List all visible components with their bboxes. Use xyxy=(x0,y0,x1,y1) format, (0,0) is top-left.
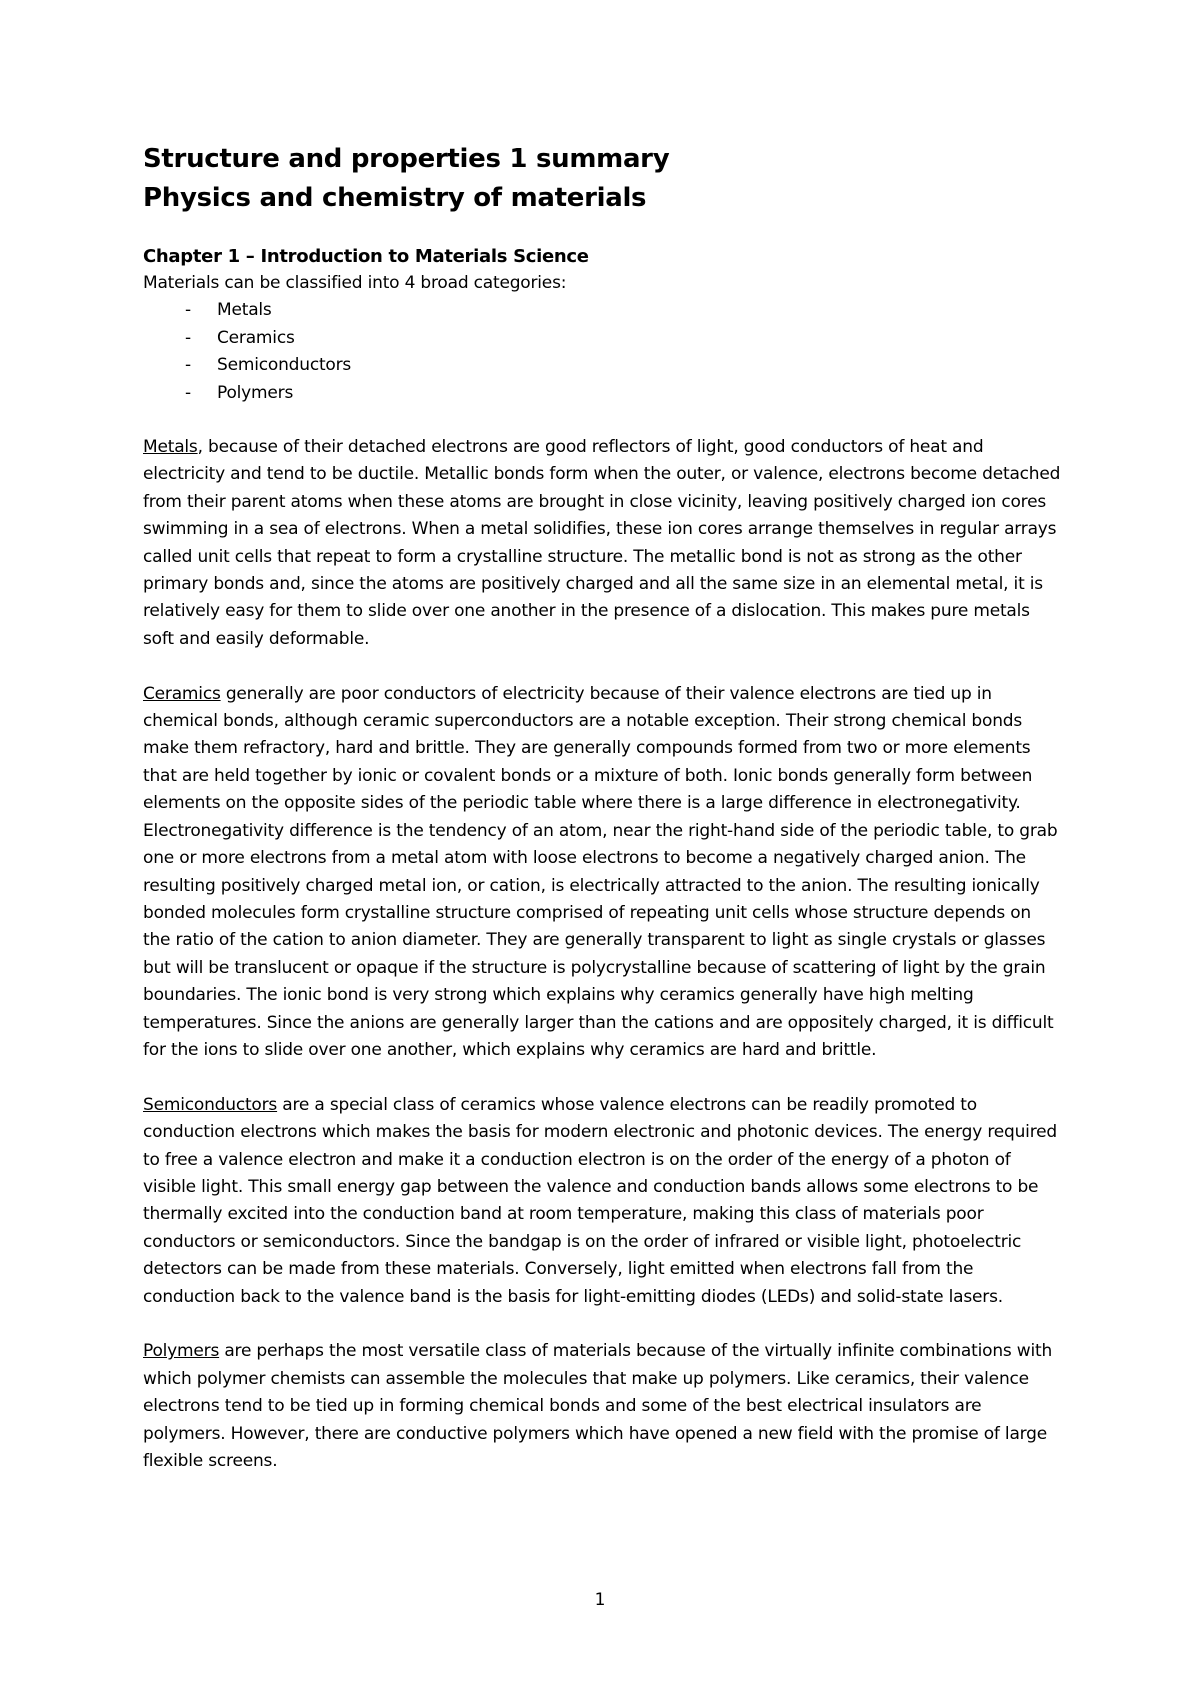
list-item xyxy=(143,297,1061,324)
list-item-label: Polymers xyxy=(217,382,294,403)
list-dash: - xyxy=(185,355,191,376)
list-item xyxy=(143,352,1061,379)
category-list xyxy=(143,297,1061,407)
paragraph-text: are perhaps the most versatile class of materials because of the virtually infinite combinations with which polymer chemists can assemble the molecules that make up polymers. Like ceramics, their valence electrons tend to be tied up in forming chemical bonds and some of the best electrical insulators are polymers. However, there are conductive polymers which have opened a new field with the promise of large flexible screens. xyxy=(143,1341,1053,1472)
paragraph-semiconductors xyxy=(143,1092,1061,1311)
list-dash: - xyxy=(185,327,191,348)
paragraph-metals xyxy=(143,434,1061,653)
page-number: 1 xyxy=(594,1590,606,1610)
term-semiconductors: Semiconductors xyxy=(143,1094,278,1115)
paragraph-text: generally are poor conductors of electricity because of their valence electrons are tied up in chemical bonds, although ceramic superconductors are a notable exception. Their strong chemical bonds make them refractory, hard and brittle. They are generally compounds formed from two or more elements that are held together by ionic or covalent bonds or a mixture of both. Ionic bonds generally form between elements on the opposite sides of the periodic table where there is a large difference in electronegativity. Electronegativity difference is the tendency of an atom, near the right-hand side of the periodic table, to grab one or more electrons from a metal atom with loose electrons to become a negatively charged anion. The resulting positively charged metal ion, or cation, is electrically attracted to the anion. The resulting ionically bonded molecules form crystalline structure comprised of repeating unit cells whose structure depends on the ratio of the cation to anion diameter. They are generally transparent to light as single crystals or glasses but will be translucent or opaque if the structure is polycrystalline because of scattering of light by the grain boundaries. The ionic bond is very strong which explains why ceramics generally have high melting temperatures. Since the anions are generally larger than the cations and are oppositely charged, it is difficult for the ions to slide over one another, which explains why ceramics are hard and brittle. xyxy=(143,683,1058,1060)
list-item xyxy=(143,325,1061,352)
list-item xyxy=(143,380,1061,407)
paragraph-ceramics xyxy=(143,681,1061,1065)
intro-text: Materials can be classified into 4 broad categories: xyxy=(143,273,567,293)
term-polymers: Polymers xyxy=(143,1341,220,1362)
paragraph-polymers xyxy=(143,1338,1061,1475)
title-block xyxy=(143,140,1061,218)
chapter-heading: Chapter 1 – Introduction to Materials Science xyxy=(143,246,589,267)
paragraph-text: , because of their detached electrons are good reflectors of light, good conductors of heat and electricity and tend to be ductile. Metallic bonds form when the outer, or valence, electrons become detached from their parent atoms when these atoms are brought in close vicinity, leaving positively charged ion cores swimming in a sea of electrons. When a metal solidifies, these ion cores arrange themselves in regular arrays called unit cells that repeat to form a crystalline structure. The metallic bond is not as strong as the other primary bonds and, since the atoms are positively charged and all the same size in an elemental metal, it is relatively easy for them to slide over one another in the presence of a dislocation. This makes pure metals soft and easily deformable. xyxy=(143,437,1061,649)
document-subtitle: Physics and chemistry of materials xyxy=(143,183,647,213)
list-dash: - xyxy=(185,382,191,403)
list-dash: - xyxy=(185,300,191,321)
term-metals: Metals xyxy=(143,437,198,458)
document-title: Structure and properties 1 summary xyxy=(143,144,670,174)
list-item-label: Ceramics xyxy=(217,327,295,348)
term-ceramics: Ceramics xyxy=(143,683,221,704)
list-item-label: Metals xyxy=(217,300,272,321)
page-content xyxy=(143,140,1061,1503)
list-item-label: Semiconductors xyxy=(217,355,352,376)
paragraph-text: are a special class of ceramics whose valence electrons can be readily promoted to conduction electrons which makes the basis for modern electronic and photonic devices. The energy required to free a valence electron and make it a conduction electron is on the order of the energy of a photon of visible light. This small energy gap between the valence and conduction bands allows some electrons to be thermally excited into the conduction band at room temperature, making this class of materials poor conductors or semiconductors. Since the bandgap is on the order of infrared or visible light, photoelectric detectors can be made from these materials. Conversely, light emitted when electrons fall from the conduction back to the valence band is the basis for light-emitting diodes (LEDs) and solid-state lasers. xyxy=(143,1094,1057,1307)
